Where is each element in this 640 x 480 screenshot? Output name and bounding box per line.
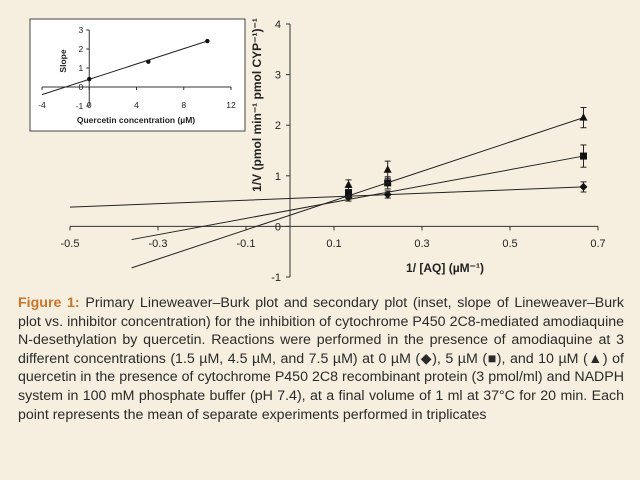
inset-x-tick-label: 8 <box>181 100 187 110</box>
series-line-square <box>132 156 584 239</box>
x-tick-label: 0.3 <box>414 238 430 250</box>
inset-y-tick-label: 3 <box>78 25 84 35</box>
inset-y-tick-label: -1 <box>75 101 84 111</box>
inset-point <box>205 39 209 43</box>
inset-x-axis-title: Quercetin concentration (µM) <box>76 115 196 125</box>
x-tick-label: 0.7 <box>590 238 606 250</box>
x-tick-label: -0.3 <box>148 238 168 250</box>
inset-point <box>146 60 150 64</box>
y-tick-label: 0 <box>274 221 281 234</box>
x-tick-label: -0.1 <box>236 238 256 250</box>
figure-caption <box>18 294 624 424</box>
diamond-marker <box>579 183 587 191</box>
x-tick-label: 0.5 <box>502 238 518 250</box>
y-tick-label: 2 <box>274 120 281 133</box>
inset-x-tick-label: -4 <box>38 100 46 110</box>
caption-text: Primary Lineweaver–Burk plot and secondary plot (inset, slope of Lineweaver–Burk plot vs. inhibitor concentration) for the inhibition of cytochrome P450 2C8-mediated amodiaquine N-desethylation by quercetin. Reactions were performed in the presence of amodiaquine at 3 different concentrations (1.5 µM, 4.5 µM, and 7.5 µM) at 0 µM (◆), 5 µM (■), and 10 µM (▲) of quercetin in the presence of cytochrome P450 2C8 recombinant protein (3 pmol/ml) and NADPH system in 100 mM phosphate buffer (pH 7.4), at a final volume of 1 ml at 37°C for 20 min. Each point represents the mean of separate experiments performed in triplicates <box>18 295 624 423</box>
inset-y-tick-label: 0 <box>78 82 84 92</box>
square-marker <box>580 153 587 160</box>
y-tick-label: 1 <box>274 170 281 183</box>
triangle-marker <box>345 180 353 188</box>
inset-y-axis-title: Slope <box>58 49 68 73</box>
y-tick-label: 3 <box>274 69 281 82</box>
inset-point <box>87 77 91 81</box>
series-line-diamond <box>70 187 583 207</box>
inset-x-tick-label: 0 <box>86 100 92 110</box>
triangle-marker <box>579 113 587 121</box>
triangle-marker <box>384 165 392 173</box>
x-tick-label: 0.1 <box>326 238 342 250</box>
y-axis-title: 1/V (pmol min⁻¹ pmol CYP⁻¹)⁻¹ <box>250 18 264 192</box>
x-tick-label: -0.5 <box>60 238 80 250</box>
inset-x-tick-label: 4 <box>134 100 139 110</box>
inset-x-tick-label: 12 <box>226 100 236 110</box>
caption-label: Figure 1: <box>18 295 80 311</box>
x-axis-title: 1/ [AQ] (µM⁻¹) <box>406 261 484 275</box>
inset-y-tick-label: 1 <box>78 63 84 73</box>
y-tick-label: -1 <box>271 272 281 284</box>
y-tick-label: 4 <box>274 19 281 31</box>
inset-y-tick-label: 2 <box>78 44 84 54</box>
